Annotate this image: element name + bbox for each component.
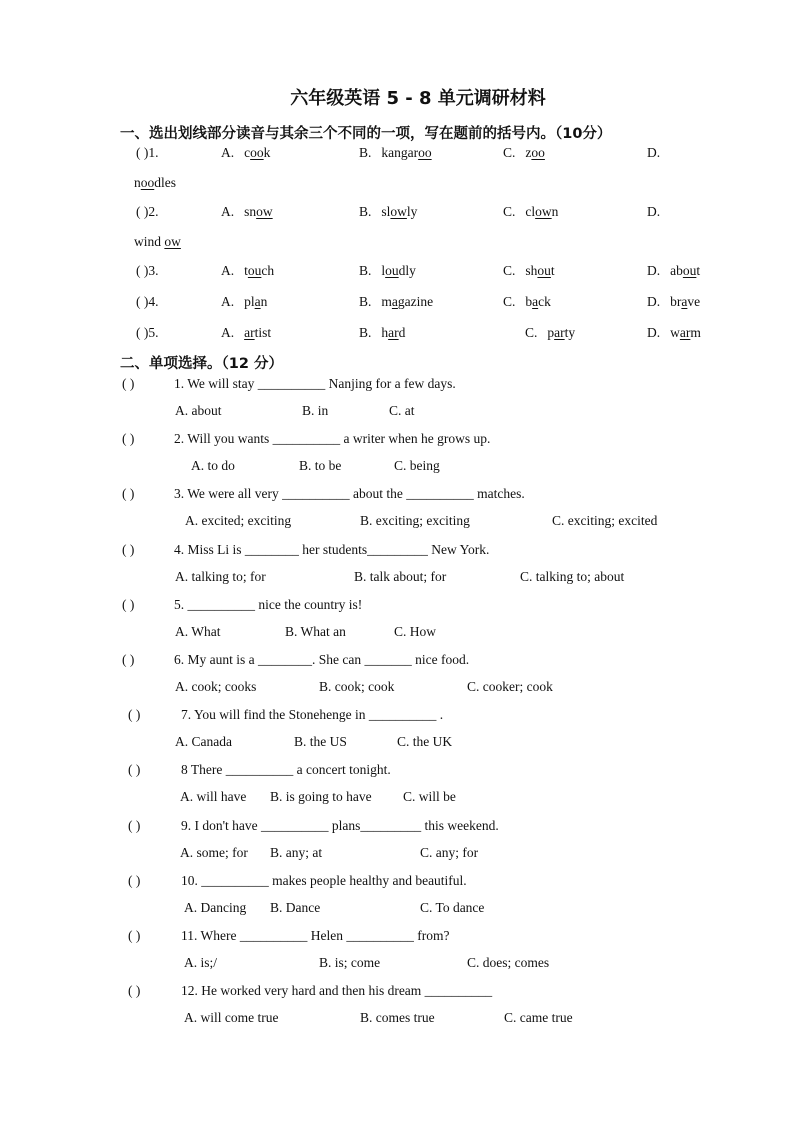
option-word [244,204,273,219]
choice-option: C. came true [504,1010,573,1025]
option-label: C. [503,294,516,309]
choice-option: A. some; for [180,845,248,860]
option-c [503,263,555,279]
option-b [359,263,416,279]
option-d [647,204,670,220]
choice-option: B. any; at [270,845,323,860]
word-part: d [398,325,406,340]
option-label: D. [647,294,661,309]
underlined-letters: ow [535,204,552,219]
question-stem: 1. We will stay __________ Nanjing for a few days. [174,376,456,391]
choice-option: A. will come true [184,1010,279,1025]
word-part: ch [261,263,275,278]
question-stem: 5. __________ nice the country is! [174,597,363,612]
choice-option: A. Canada [175,734,232,749]
option-label: B. [359,294,372,309]
answer-bracket[interactable]: ( ) [122,597,135,612]
word-part: ve [687,294,701,309]
option-d [647,325,701,341]
option-d-word-wrapped [134,175,176,191]
question-stem: 10. __________ makes people healthy and beautiful. [181,873,467,888]
choice-option: A. talking to; for [175,569,266,584]
answer-bracket[interactable]: ( )1. [136,145,159,160]
choice-option: C. cooker; cook [467,679,553,694]
question-stem: 9. I don't have __________ plans_________ this weekend. [181,818,499,833]
word-part: dles [154,175,176,190]
choice-option: C. How [394,624,437,639]
answer-bracket[interactable]: ( )4. [136,294,159,309]
option-label: B. [359,204,372,219]
option-b [359,325,405,341]
option-label: D. [647,325,661,340]
choice-option: A. What [175,624,221,639]
option-label: A. [221,263,235,278]
option-d [647,294,700,310]
option-word [525,204,558,219]
word-part: ly [406,204,418,219]
option-word [381,263,416,278]
word-part: n [260,294,268,309]
word-part: sh [525,263,538,278]
word-part: wind [134,234,165,249]
underlined-letters: oo [418,145,432,160]
option-word [670,325,701,340]
word-part: n [551,204,559,219]
option-label: A. [221,204,235,219]
option-a [221,204,273,220]
question-stem: 8 There __________ a concert tonight. [181,762,391,777]
word-part: t [696,263,701,278]
answer-bracket[interactable]: ( ) [128,928,141,943]
word-part: h [381,325,389,340]
option-label: C. [503,145,516,160]
option-b [359,204,417,220]
underlined-letters: a [391,294,398,309]
option-word [381,325,405,340]
section2-heading: 二、单项选择。（12 分） [120,356,283,372]
option-c [525,325,575,341]
choice-option: B. in [302,403,329,418]
underlined-letters: a [681,294,688,309]
choice-option: B. talk about; for [354,569,447,584]
choice-option: B. the US [294,734,347,749]
option-c [503,294,551,310]
choice-option: B. to be [299,458,342,473]
word-part: m [381,294,392,309]
option-d-word-wrapped [134,234,181,250]
word-part: t [244,263,248,278]
word-part: tist [254,325,272,340]
word-part: sl [381,204,391,219]
word-part: c [244,145,251,160]
option-d [647,263,700,279]
word-part: dly [398,263,416,278]
word-part: ab [670,263,683,278]
underlined-letters: ow [256,204,273,219]
choice-option: B. Dance [270,900,321,915]
choice-option: B. is; come [319,955,381,970]
option-word [547,325,575,340]
answer-bracket[interactable]: ( ) [128,762,141,777]
option-word [670,294,700,309]
word-part: sn [244,204,257,219]
underlined-letters: ow [390,204,407,219]
word-part: kangar [381,145,419,160]
option-b [359,145,432,161]
option-label: C. [525,325,538,340]
word-part: cl [525,204,536,219]
word-part: k [263,145,271,160]
word-part: br [670,294,682,309]
option-word [244,294,267,309]
underlined-letters: ou [537,263,551,278]
question-stem: 3. We were all very __________ about the __________ matches. [174,486,525,501]
word-part: z [525,145,532,160]
choice-option: A. to do [191,458,235,473]
choice-option: C. any; for [420,845,479,860]
word-part: b [525,294,533,309]
option-b [359,294,433,310]
word-part: gazine [397,294,434,309]
option-word [381,145,431,160]
option-a [221,294,267,310]
option-a [221,145,270,161]
option-label: B. [359,145,372,160]
option-label: D. [647,145,661,160]
choice-option: A. excited; exciting [185,513,292,528]
answer-bracket[interactable]: ( )3. [136,263,159,278]
underlined-letters: a [532,294,539,309]
choice-option: C. To dance [420,900,485,915]
option-c [503,145,545,161]
choice-option: A. about [175,403,222,418]
choice-option: C. at [389,403,415,418]
underlined-letters: ar [244,325,255,340]
answer-bracket[interactable]: ( ) [128,707,141,722]
word-part: l [381,263,386,278]
word-part: p [547,325,555,340]
choice-option: A. will have [180,789,247,804]
question-stem: 6. My aunt is a ________. She can _______ nice food. [174,652,470,667]
choice-option: B. comes true [360,1010,435,1025]
option-word [381,294,433,309]
choice-option: B. is going to have [270,789,372,804]
option-label: D. [647,204,661,219]
choice-option: B. What an [285,624,346,639]
option-word [525,294,551,309]
underlined-letters: oo [531,145,545,160]
answer-bracket[interactable]: ( ) [122,652,135,667]
question-stem: 2. Will you wants __________ a writer when he grows up. [174,431,491,446]
question-stem: 11. Where __________ Helen __________ from? [181,928,450,943]
question-stem: 12. He worked very hard and then his dream __________ [181,983,493,998]
option-label: B. [359,325,372,340]
choice-option: C. will be [403,789,456,804]
underlined-letters: ar [388,325,399,340]
word-part: m [690,325,701,340]
underlined-letters: ow [164,234,181,249]
option-label: A. [221,325,235,340]
choice-option: C. talking to; about [520,569,625,584]
choice-option: A. Dancing [184,900,247,915]
page-title: 六年级英语 5 - 8 单元调研材料 [290,88,546,109]
option-word [525,263,554,278]
underlined-letters: ar [554,325,565,340]
underlined-letters: oo [250,145,264,160]
underlined-letters: ou [247,263,262,278]
option-a [221,325,271,341]
option-word [670,263,700,278]
question-stem: 7. You will find the Stonehenge in __________ . [181,707,444,722]
choice-option: C. exciting; excited [552,513,658,528]
answer-bracket[interactable]: ( )5. [136,325,159,340]
option-word [134,234,181,249]
word-part: pl [244,294,255,309]
option-label: C. [503,263,516,278]
underlined-letters: ou [682,263,697,278]
choice-option: A. cook; cooks [175,679,257,694]
word-part: w [670,325,680,340]
answer-bracket[interactable]: ( ) [122,542,135,557]
option-word [244,325,271,340]
word-part: ck [538,294,551,309]
choice-option: C. the UK [397,734,453,749]
answer-bracket[interactable]: ( ) [128,873,141,888]
choice-option: C. being [394,458,440,473]
choice-option: B. cook; cook [319,679,395,694]
answer-bracket[interactable]: ( ) [128,818,141,833]
answer-bracket[interactable]: ( )2. [136,204,159,219]
word-part: n [134,175,141,190]
word-part: t [550,263,555,278]
option-d [647,145,670,161]
underlined-letters: ou [385,263,399,278]
underlined-letters: oo [140,175,155,190]
option-word [244,263,274,278]
section1-heading: 一、选出划线部分读音与其余三个不同的一项，写在题前的括号内。（10分） [120,126,612,142]
option-c [503,204,558,220]
option-word [381,204,417,219]
option-label: A. [221,294,235,309]
option-word [244,145,270,160]
choice-option: C. does; comes [467,955,550,970]
answer-bracket[interactable]: ( ) [122,486,135,501]
answer-bracket[interactable]: ( ) [128,983,141,998]
choice-option: B. exciting; exciting [360,513,470,528]
answer-bracket[interactable]: ( ) [122,431,135,446]
answer-bracket[interactable]: ( ) [122,376,135,391]
option-label: A. [221,145,235,160]
option-word [525,145,545,160]
option-label: C. [503,204,516,219]
choice-option: A. is;/ [184,955,218,970]
option-a [221,263,274,279]
option-label: B. [359,263,372,278]
underlined-letters: a [254,294,261,309]
question-stem: 4. Miss Li is ________ her students_________ New York. [174,542,490,557]
option-label: D. [647,263,661,278]
word-part: ty [564,325,576,340]
underlined-letters: ar [679,325,691,340]
option-word [134,175,176,190]
